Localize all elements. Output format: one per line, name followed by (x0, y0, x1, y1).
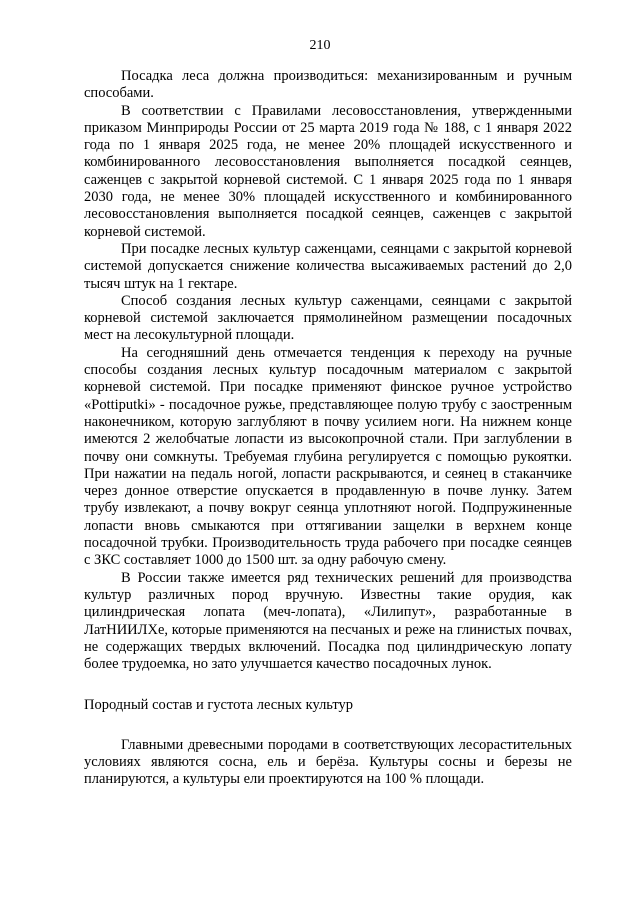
paragraph: Главными древесными породами в соответствующих лесорастительных условиях являются сосна, ель и берёза. Культуры сосны и березы не планируются, а культуры ели проектируются на 100 % площади. (84, 736, 572, 788)
paragraph: При посадке лесных культур саженцами, сеянцами с закрытой корневой системой допускается снижение количества высаживаемых растений до 2,0 тысяч штук на 1 гектаре. (84, 240, 572, 292)
paragraph: Посадка леса должна производиться: механизированным и ручным способами. (84, 68, 572, 102)
paragraph: В России также имеется ряд технических решений для производства культур различных пород вручную. Известны такие орудия, как цилиндрическая лопата (меч-лопата), «Лилипут», разработанные в ЛатНИИЛХе, которые применяются на песчаных и реже на глинистых почвах, не содержащих твердых включений. Посадка под цилиндрическую лопату более трудоемка, но зато улучшается качество посадочных лунок. (84, 569, 572, 673)
page-number: 210 (309, 38, 331, 53)
paragraph: В соответствии с Правилами лесовосстановления, утвержденными приказом Минприроды России от 25 марта 2019 года № 188, с 1 января 2022 года по 1 января 2025 года, не менее 20% площадей искусственного и комбинированного лесовосстановления выполняется посадкой сеянцев, саженцев с закрытой корневой системой. С 1 января 2025 года по 1 января 2030 года, не менее 30% площадей искусственного и комбинированного лесовосстановления выполняется посадкой сеянцев, саженцев с закрытой корневой системой. (84, 102, 572, 240)
body-text (84, 68, 572, 789)
paragraph: Способ создания лесных культур саженцами, сеянцами с закрытой корневой системой заключается прямолинейном размещении посадочных мест на лесокультурной площади. (84, 292, 572, 344)
paragraph: На сегодняшний день отмечается тенденция к переходу на ручные способы создания лесных культур посадочным материалом с закрытой корневой системой. При посадке применяют финское ручное устройство «Pottiputki» - посадочное ружье, представляющее полую трубу с заостренным наконечником, которую заглубляют в почву усилием ноги. На нижнем конце имеются 2 желобчатые лопасти из высокопрочной стали. При заглублении в почву они сомкнуты. Требуемая глубина регулируется с помощью рукоятки. При нажатии на педаль ногой, лопасти раскрываются, и сеянец в стаканчике через донное отверстие опускается в продавленную в почве лунку. Затем трубу извлекают, а почву вокруг сеянца уплотняют ногой. Подпружиненные лопасти вновь смыкаются при оттягивании защелки в верхнем конце посадочной трубки. Производительность труда рабочего при посадке сеянцев с ЗКС составляет 1000 до 1500 шт. за одну рабочую смену. (84, 344, 572, 569)
section-title: Породный состав и густота лесных культур (84, 697, 354, 714)
